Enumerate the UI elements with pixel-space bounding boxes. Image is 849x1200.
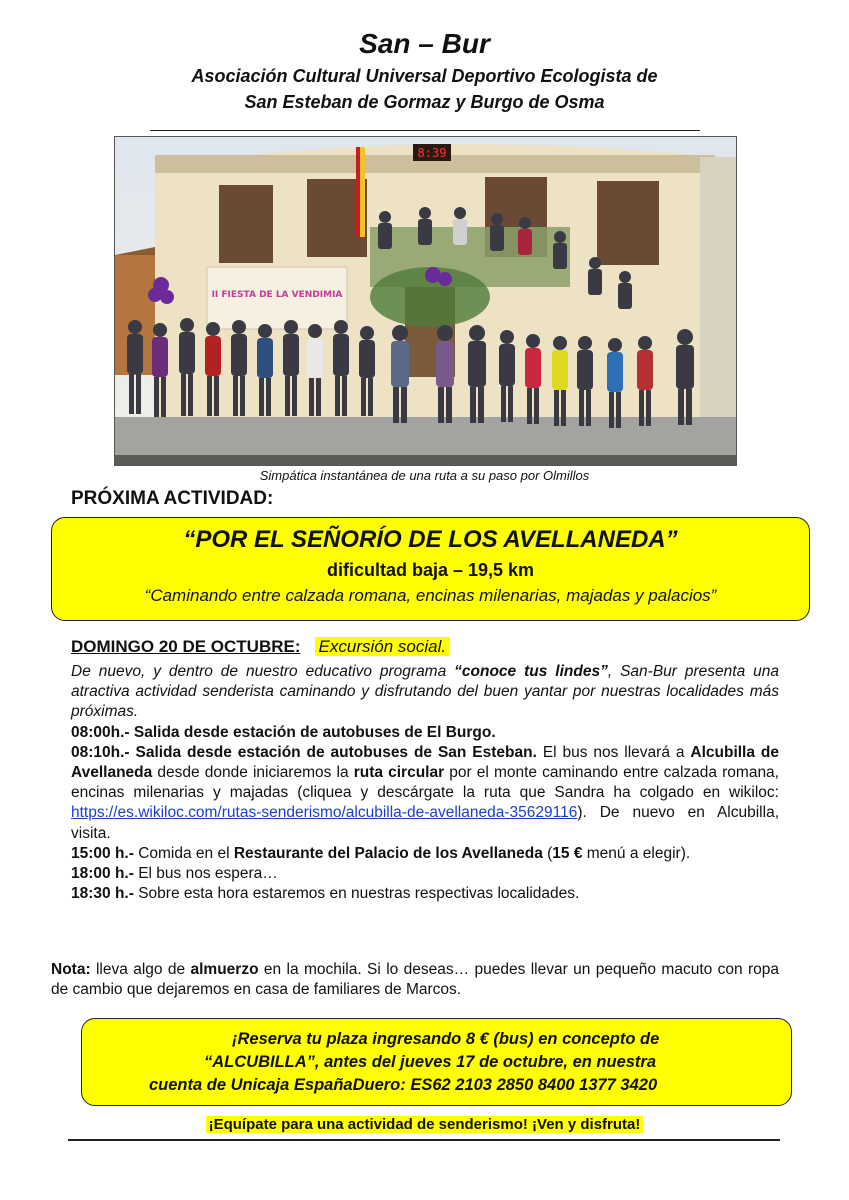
schedule-time-1800: 18:00 h.- xyxy=(71,865,134,883)
group-photo xyxy=(114,136,737,466)
reservation-line-2: “ALCUBILLA”, antes del jueves 17 de octubre, en nuestra xyxy=(204,1053,657,1071)
schedule-text-1500-c: menú a elegir). xyxy=(582,844,691,862)
schedule-text-1800: El bus nos espera… xyxy=(133,865,278,883)
schedule-text-1500-a: Comida en el xyxy=(133,844,234,862)
schedule-text-0810-b: desde donde iniciaremos la xyxy=(152,764,354,782)
schedule-time-1500: 15:00 h.- xyxy=(71,844,134,862)
association-name-line-1: Asociación Cultural Universal Deportivo Ecologista de xyxy=(191,66,658,86)
header-divider xyxy=(150,130,700,131)
route-type: ruta circular xyxy=(353,764,445,782)
note-text-b: en la mochila. Si lo deseas… puedes llevar un pequeño macuto con ropa de cambio que dejaremos en casa de familiares de Marcos. xyxy=(51,961,779,999)
destination-name: Alcubilla de Avellaneda xyxy=(71,743,779,782)
schedule-time-1830: 18:30 h.- xyxy=(71,885,134,903)
schedule-time-0810: 08:10h.- Salida desde estación de autobuses de San Esteban. xyxy=(71,743,537,761)
menu-price: 15 € xyxy=(552,844,583,862)
schedule-item-1830 xyxy=(71,884,779,904)
reservation-box xyxy=(81,1018,792,1106)
reservation-line-3: cuenta de Unicaja EspañaDuero: ES62 2103 2850 8400 1377 3420 xyxy=(149,1076,658,1094)
note-paragraph xyxy=(51,960,779,1000)
wikiloc-route-link[interactable]: https://es.wikiloc.com/rutas-senderismo/alcubilla-de-avellaneda-35629116 xyxy=(71,804,578,822)
date-line xyxy=(71,637,450,657)
document-title: San – Bur xyxy=(359,28,490,59)
schedule-item-1500 xyxy=(71,844,779,864)
intro-text-b: , San-Bur presenta una atractiva actividad senderista caminando y disfrutando del buen yantar por nuestras localidades más próximas. xyxy=(71,663,779,721)
schedule-text-0810-d: ). De nuevo en Alcubilla, visita. xyxy=(71,804,779,842)
schedule-text-1830: Sobre esta hora estaremos en nuestras respectivas localidades. xyxy=(133,885,580,903)
intro-paragraph xyxy=(71,662,779,723)
schedule-text-0800: 08:00h.- Salida desde estación de autobuses de El Burgo. xyxy=(71,723,496,741)
note-lunch: almuerzo xyxy=(190,961,259,978)
association-name-line-2: San Esteban de Gormaz y Burgo de Osma xyxy=(244,92,605,112)
schedule-item-0810 xyxy=(71,743,779,844)
footer-slogan-line xyxy=(0,1116,849,1133)
schedule-text-0810-a: El bus nos llevará a xyxy=(536,743,691,761)
note-label: Nota: xyxy=(51,961,91,978)
footer-divider xyxy=(68,1139,780,1141)
restaurant-name: Restaurante del Palacio de los Avellaneda xyxy=(233,844,543,862)
next-activity-label: PRÓXIMA ACTIVIDAD: xyxy=(71,488,274,509)
photo-caption: Simpática instantánea de una ruta a su paso por Olmillos xyxy=(259,468,590,483)
activity-title: “POR EL SEÑORÍO DE LOS AVELLANEDA” xyxy=(183,526,678,553)
schedule-body xyxy=(71,662,779,904)
schedule-text-0810-c: por el monte caminando entre calzada romana, encinas milenarias y majadas (cliquea y descárgate la ruta que Sandra ha colgado en wikiloc: xyxy=(71,764,779,802)
footer-slogan: ¡Equípate para una actividad de senderismo! ¡Ven y disfruta! xyxy=(206,1116,644,1133)
activity-tag: Excursión social. xyxy=(315,637,451,656)
group-photo-illustration xyxy=(115,137,736,465)
note-text-a: lleva algo de xyxy=(90,961,191,978)
activity-box xyxy=(51,517,810,621)
schedule-text-1500-b: ( xyxy=(542,844,553,862)
schedule-item-1800 xyxy=(71,864,779,884)
activity-date: DOMINGO 20 DE OCTUBRE: xyxy=(71,637,301,656)
activity-description: “Caminando entre calzada romana, encinas milenarias, majadas y palacios” xyxy=(144,586,717,605)
program-name: “conoce tus lindes” xyxy=(454,663,608,680)
photo-banner-text: II FIESTA DE LA VENDIMIA xyxy=(211,290,343,300)
reservation-line-1: ¡Reserva tu plaza ingresando 8 € (bus) en concepto de xyxy=(232,1030,660,1048)
photo-clock-text: 8:39 xyxy=(417,146,447,160)
intro-text-a: De nuevo, y dentro de nuestro educativo programa xyxy=(71,663,455,680)
schedule-item-0800 xyxy=(71,723,779,743)
activity-difficulty: dificultad baja – 19,5 km xyxy=(326,560,535,580)
